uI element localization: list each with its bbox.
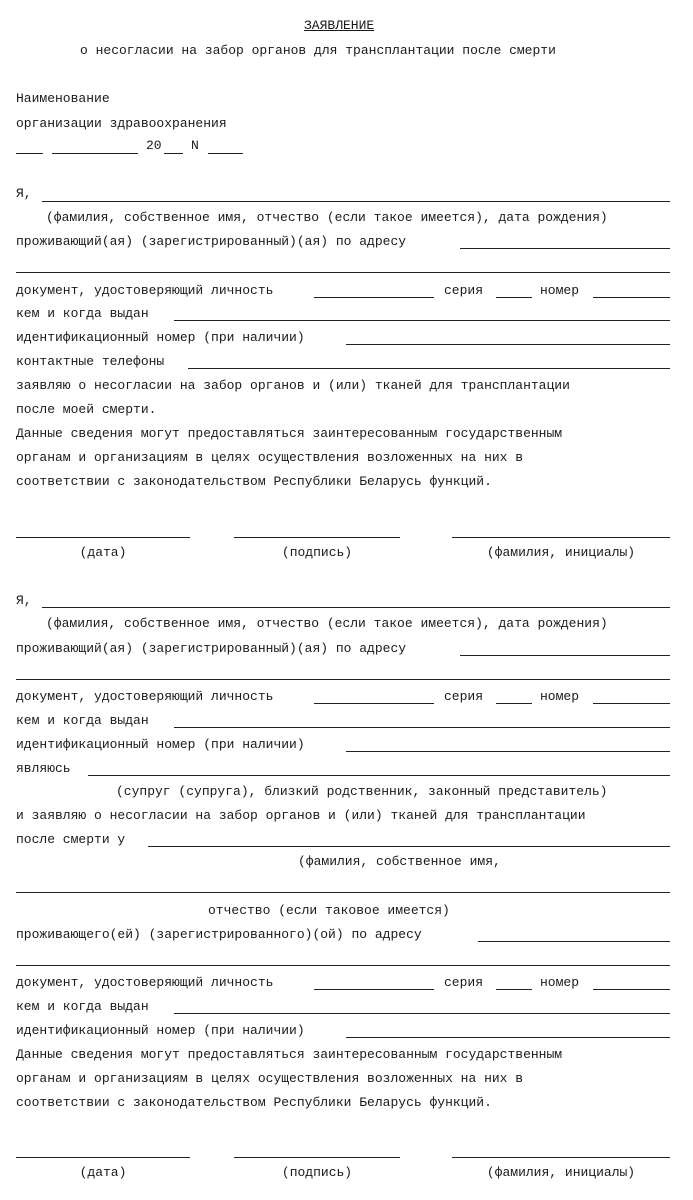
date-year-label: 20 <box>146 138 162 153</box>
s2-relation-hint: (супруг (супруга), близкий родственник, законный представитель) <box>116 784 608 799</box>
s1-series-label: серия <box>444 283 484 298</box>
s1-idnum-label: идентификационный номер (при наличии) <box>16 330 305 345</box>
s1-info-line2: органам и организациям в целях осуществления возложенных на них в <box>16 450 524 465</box>
s1-date-caption: (дата) <box>79 545 127 560</box>
s2-am-label: являюсь <box>16 761 71 776</box>
s1-fio-hint: (фамилия, собственное имя, отчество (если такое имеется), дата рождения) <box>46 210 608 225</box>
date-number-field[interactable] <box>208 153 243 154</box>
s1-phones-label: контактные телефоны <box>16 354 165 369</box>
s2-number-field[interactable] <box>593 703 670 704</box>
org-label-line2: организации здравоохранения <box>16 116 227 131</box>
s2-address-field-2[interactable] <box>16 679 670 680</box>
s2-fio-hint-3: отчество (если таковое имеется) <box>208 903 450 918</box>
s1-number-label: номер <box>540 283 580 298</box>
s2-series-field[interactable] <box>496 703 532 704</box>
s2-idnum-label: идентификационный номер (при наличии) <box>16 737 305 752</box>
s2-series2-field[interactable] <box>496 989 532 990</box>
s2-address-field[interactable] <box>460 655 670 656</box>
s2-address-label: проживающий(ая) (зарегистрированный)(ая) по адресу <box>16 641 407 656</box>
s1-issued-field[interactable] <box>174 320 670 321</box>
s1-address-label: проживающий(ая) (зарегистрированный)(ая) по адресу <box>16 234 407 249</box>
s2-declare-line1: и заявляю о несогласии на забор органов и (или) тканей для трансплантации <box>16 808 586 823</box>
date-month-field[interactable] <box>52 153 138 154</box>
s2-idnum2-label: идентификационный номер (при наличии) <box>16 1023 305 1038</box>
s2-series-label: серия <box>444 689 484 704</box>
s2-address2-field[interactable] <box>478 941 670 942</box>
s2-fio-hint: (фамилия, собственное имя, отчество (если такое имеется), дата рождения) <box>46 616 608 631</box>
s2-deceased-fio-field-2[interactable] <box>16 892 670 893</box>
s1-number-field[interactable] <box>593 297 670 298</box>
s2-name-caption: (фамилия, инициалы) <box>486 1165 636 1180</box>
s2-document2-label: документ, удостоверяющий личность <box>16 975 274 990</box>
s1-idnum-field[interactable] <box>346 344 670 345</box>
s2-series2-label: серия <box>444 975 484 990</box>
org-label-line1: Наименование <box>16 91 110 106</box>
s1-document-field[interactable] <box>314 297 434 298</box>
s2-name-sign-field[interactable] <box>452 1157 670 1158</box>
s2-issued-field[interactable] <box>174 727 670 728</box>
s2-ya-label: Я, <box>16 593 32 608</box>
s1-date-sign-field[interactable] <box>16 537 190 538</box>
date-year-field[interactable] <box>164 153 183 154</box>
date-day-field[interactable] <box>16 153 43 154</box>
s1-issued-label: кем и когда выдан <box>16 306 149 321</box>
document-subtitle: о несогласии на забор органов для трансплантации после смерти <box>80 43 556 58</box>
s1-declare-line2: после моей смерти. <box>16 402 157 417</box>
s2-number2-label: номер <box>540 975 580 990</box>
s2-idnum2-field[interactable] <box>346 1037 670 1038</box>
s1-name-sign-field[interactable] <box>452 537 670 538</box>
s1-fio-field[interactable] <box>42 201 670 202</box>
s2-fio-field[interactable] <box>42 607 670 608</box>
s1-name-caption: (фамилия, инициалы) <box>486 545 636 560</box>
s1-series-field[interactable] <box>496 297 532 298</box>
s2-issued-label: кем и когда выдан <box>16 713 149 728</box>
s1-phones-field[interactable] <box>188 368 670 369</box>
s1-declare-line1: заявляю о несогласии на забор органов и (или) тканей для трансплантации <box>16 378 570 393</box>
s1-info-line3: соответствии с законодательством Республики Беларусь функций. <box>16 474 492 489</box>
date-number-label: N <box>191 138 199 153</box>
s1-signature-caption: (подпись) <box>281 545 353 560</box>
s2-address2-field-2[interactable] <box>16 965 670 966</box>
s2-issued2-field[interactable] <box>174 1013 670 1014</box>
s2-document-label: документ, удостоверяющий личность <box>16 689 274 704</box>
s2-document2-field[interactable] <box>314 989 434 990</box>
s2-info-line2: органам и организациям в целях осуществления возложенных на них в <box>16 1071 524 1086</box>
s2-deceased-fio-field[interactable] <box>148 846 670 847</box>
s1-signature-field[interactable] <box>234 537 400 538</box>
s2-date-sign-field[interactable] <box>16 1157 190 1158</box>
s1-ya-label: Я, <box>16 186 32 201</box>
s2-address2-label: проживающего(ей) (зарегистрированного)(ой) по адресу <box>16 927 422 942</box>
s2-document-field[interactable] <box>314 703 434 704</box>
s1-address-field-2[interactable] <box>16 272 670 273</box>
document-title: ЗАЯВЛЕНИЕ <box>304 18 375 33</box>
s2-number2-field[interactable] <box>593 989 670 990</box>
s2-info-line3: соответствии с законодательством Республики Беларусь функций. <box>16 1095 492 1110</box>
s1-info-line1: Данные сведения могут предоставляться заинтересованным государственным <box>16 426 563 441</box>
s2-signature-caption: (подпись) <box>281 1165 353 1180</box>
s2-date-caption: (дата) <box>79 1165 127 1180</box>
s1-document-label: документ, удостоверяющий личность <box>16 283 274 298</box>
s2-declare-line2: после смерти у <box>16 832 126 847</box>
s2-number-label: номер <box>540 689 580 704</box>
s2-idnum-field[interactable] <box>346 751 670 752</box>
s2-fio-hint-2: (фамилия, собственное имя, <box>298 854 501 869</box>
s2-relation-field[interactable] <box>88 775 670 776</box>
s2-issued2-label: кем и когда выдан <box>16 999 149 1014</box>
s2-info-line1: Данные сведения могут предоставляться заинтересованным государственным <box>16 1047 563 1062</box>
s1-address-field[interactable] <box>460 248 670 249</box>
s2-signature-field[interactable] <box>234 1157 400 1158</box>
